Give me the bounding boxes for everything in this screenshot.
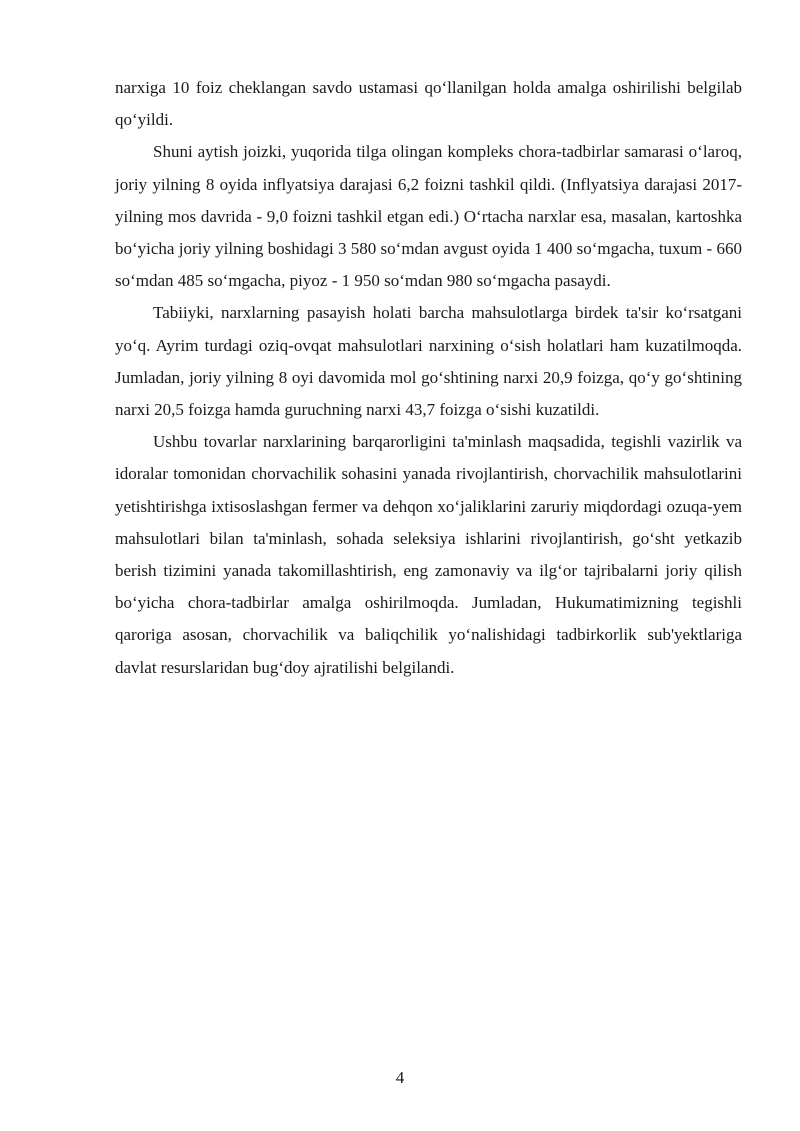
document-body (115, 72, 742, 684)
paragraph-price-stability-measures: Ushbu tovarlar narxlarining barqarorligini ta'minlash maqsadida, tegishli vazirlik va idoralar tomonidan chorvachilik sohasini yanada rivojlantirish, chorvachilik mahsulotlarini yetishtirishga ixtisoslashgan fermer va dehqon xo‘jaliklarini zaruriy miqdordagi ozuqa-yem mahsulotlari bilan ta'minlash, sohada seleksiya ishlarini rivojlantirish, go‘sht yetkazib berish tizimini yanada takomillashtirish, eng zamonaviy va ilg‘or tajribalarni joriy qilish bo‘yicha chora-tadbirlar amalga oshirilmoqda. Jumladan, Hukumatimizning tegishli qaroriga asosan, chorvachilik va baliqchilik yo‘nalishidagi tadbirkorlik sub'yektlariga davlat resurslaridan bug‘doy ajratilishi belgilandi. (115, 432, 742, 677)
paragraph-inflation-results: Shuni aytish joizki, yuqorida tilga olingan kompleks chora-tadbirlar samarasi o‘laroq, joriy yilning 8 oyida inflyatsiya darajasi 6,2 foizni tashkil qildi. (Inflyatsiya darajasi 2017-yilning mos davrida - 9,0 foizni tashkil etgan edi.) O‘rtacha narxlar esa, masalan, kartoshka bo‘yicha joriy yilning boshidagi 3 580 so‘mdan avgust oyida 1 400 so‘mgacha, tuxum - 660 so‘mdan 485 so‘mgacha, piyoz - 1 950 so‘mdan 980 so‘mgacha pasaydi. (115, 142, 742, 291)
page-number: 4 (395, 1068, 405, 1087)
paragraph-continuation: narxiga 10 foiz cheklangan savdo ustamasi qo‘llanilgan holda amalga oshirilishi belgilab qo‘yildi. (115, 78, 742, 130)
paragraph-price-growth: Tabiiyki, narxlarning pasayish holati barcha mahsulotlarga birdek ta'sir ko‘rsatgani yo‘q. Ayrim turdagi oziq-ovqat mahsulotlari narxining o‘sish holatlari ham kuzatilmoqda. Jumladan, joriy yilning 8 oyi davomida mol go‘shtining narxi 20,9 foizga, qo‘y go‘shtining narxi 20,5 foizga hamda guruchning narxi 43,7 foizga o‘sishi kuzatildi. (115, 303, 742, 420)
